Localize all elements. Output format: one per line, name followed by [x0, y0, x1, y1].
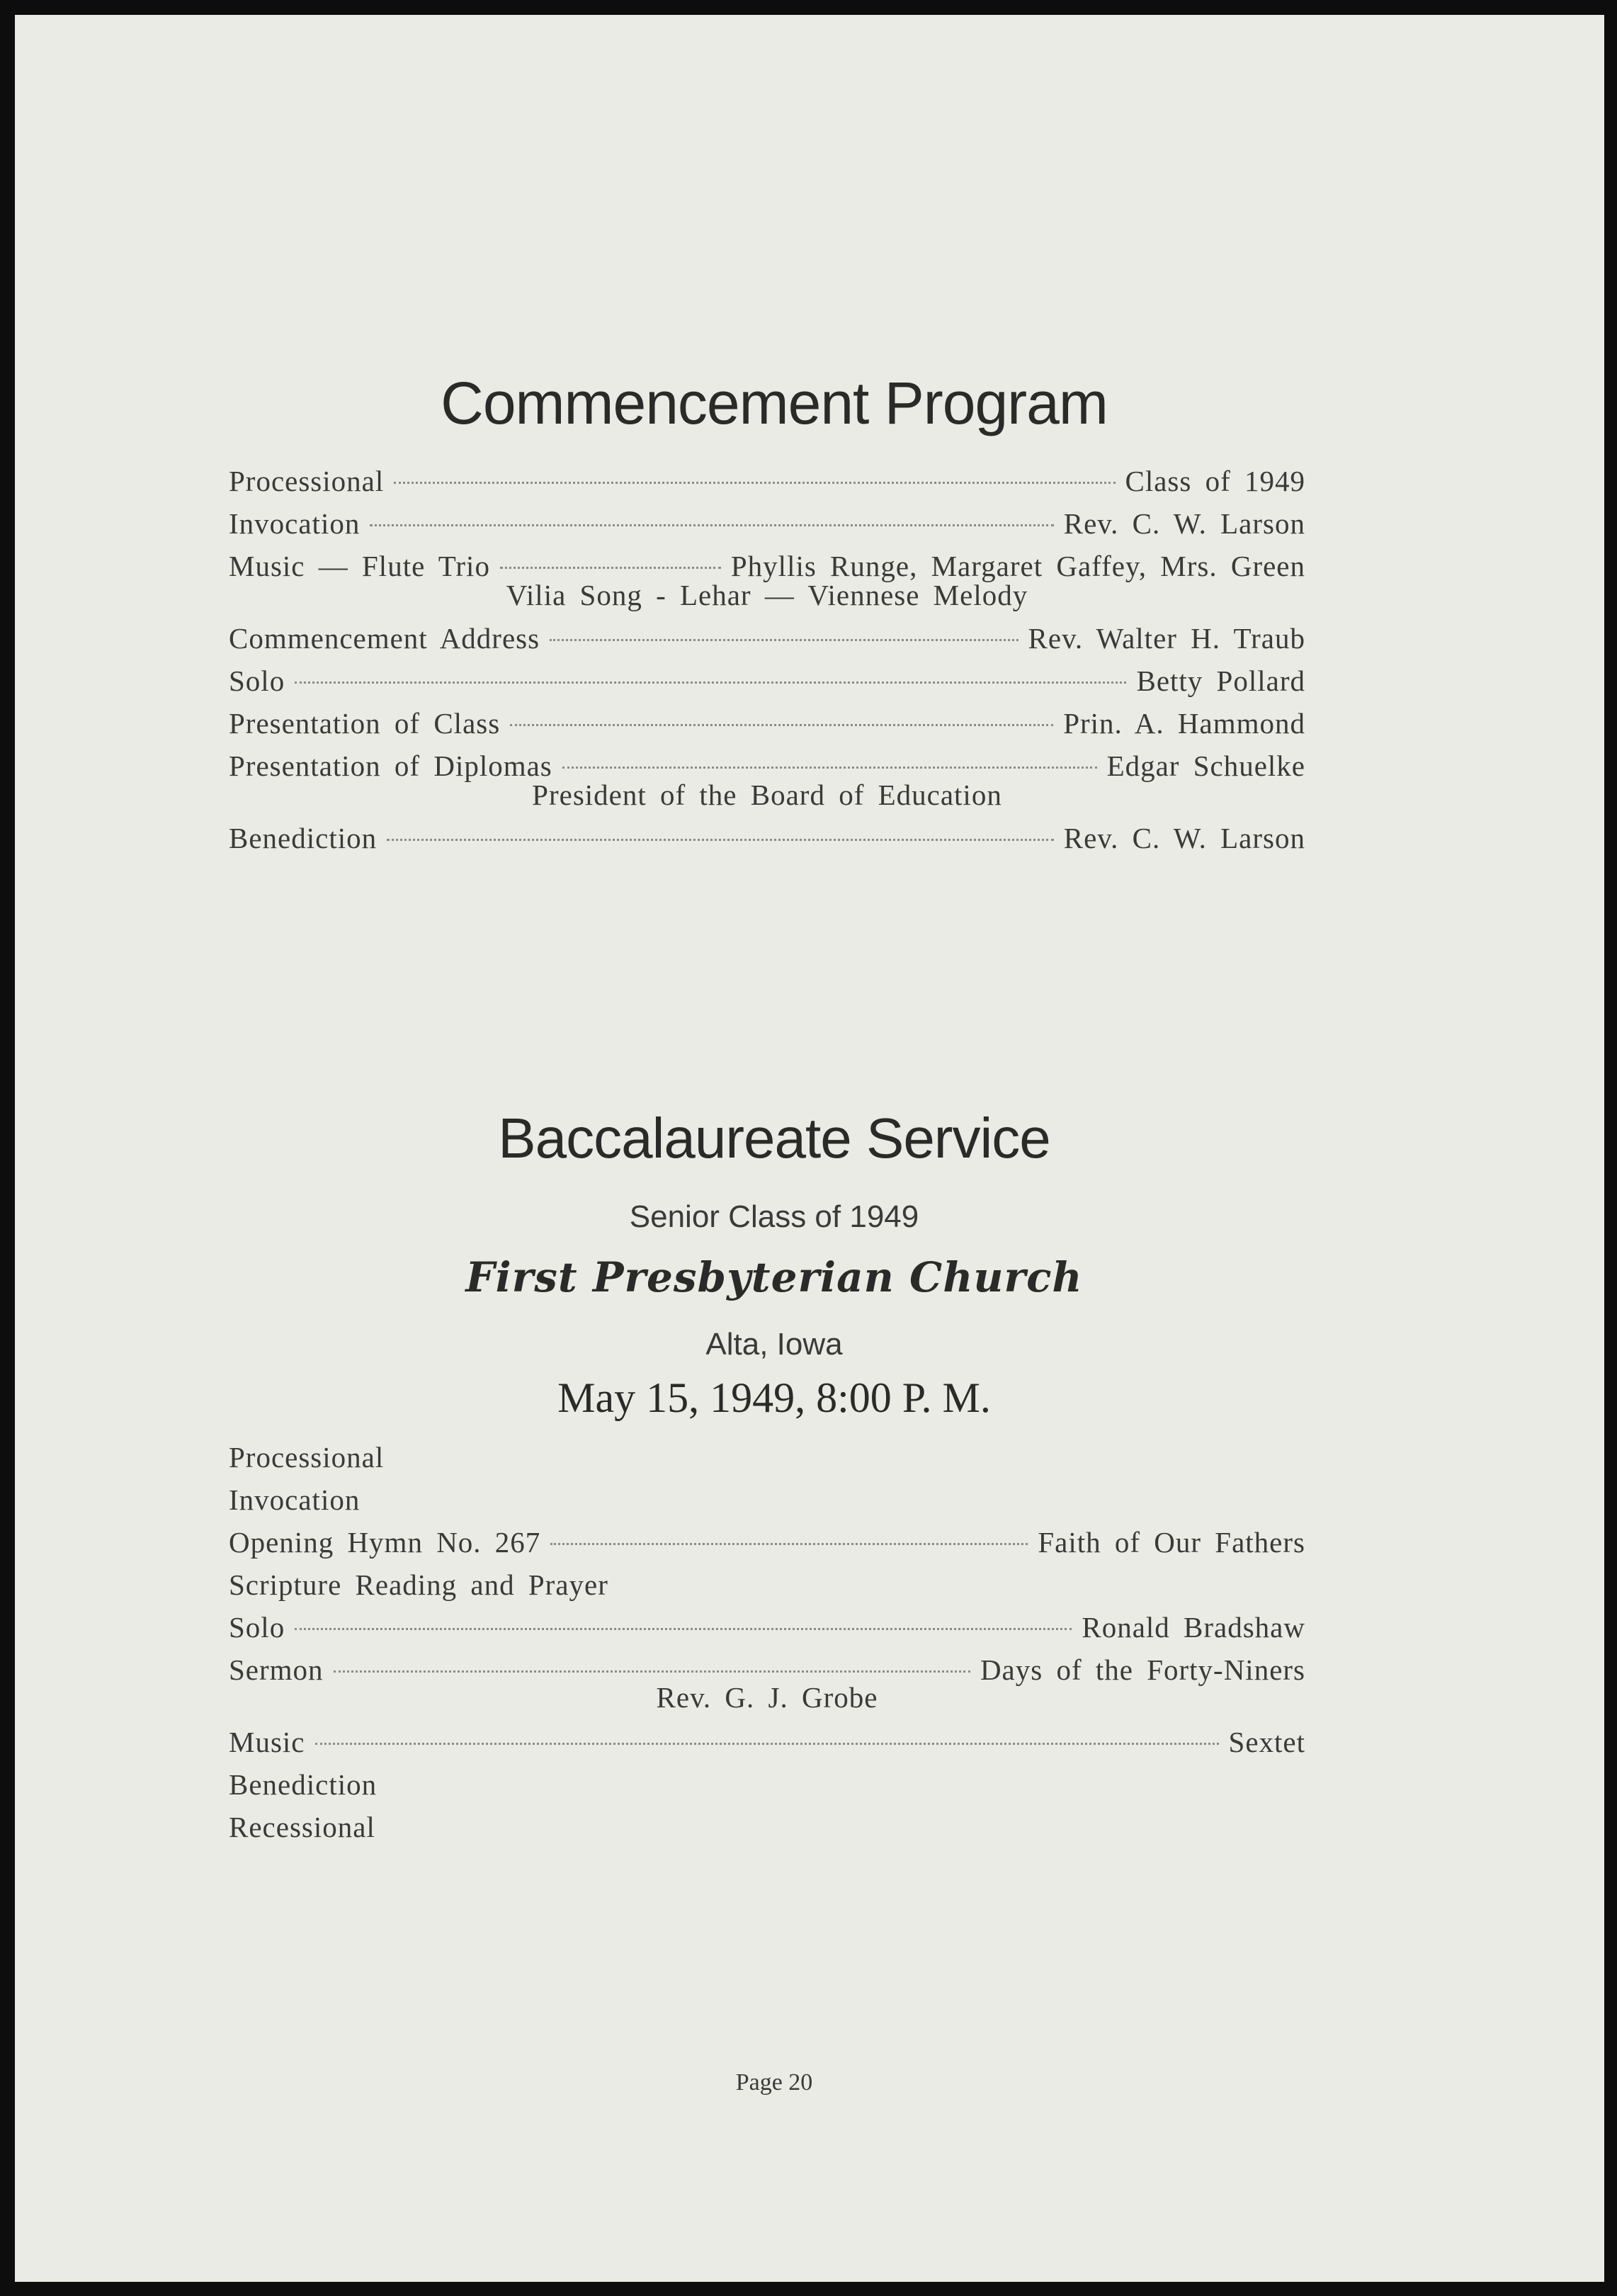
program-row — [229, 505, 1305, 542]
dot-leader — [550, 1543, 1028, 1545]
dot-leader — [387, 839, 1054, 841]
row-label: Music — Flute Trio — [229, 550, 490, 582]
row-value: Ronald Bradshaw — [1082, 1611, 1305, 1644]
dot-leader — [315, 1743, 1219, 1745]
service-row — [229, 1566, 1305, 1603]
row-value: Rev. C. W. Larson — [1063, 507, 1305, 540]
dot-leader — [295, 682, 1126, 684]
row-label: Benediction — [229, 1768, 378, 1801]
dot-leader — [370, 524, 1053, 526]
row-value: Rev. Walter H. Traub — [1028, 622, 1305, 655]
row-subtitle: Vilia Song - Lehar — Viennese Melody — [506, 579, 1028, 611]
program-row — [229, 620, 1305, 657]
row-subtitle: Rev. G. J. Grobe — [656, 1681, 878, 1714]
program-row — [229, 662, 1305, 699]
commencement-title: Commencement Program — [441, 370, 1108, 436]
row-subtitle: President of the Board of Education — [532, 779, 1002, 811]
row-label: Solo — [229, 1611, 285, 1644]
row-value: Faith of Our Fathers — [1038, 1526, 1305, 1559]
row-label: Processional — [229, 1441, 385, 1474]
service-row — [229, 1481, 1305, 1518]
row-value: Days of the Forty-Niners — [980, 1653, 1305, 1686]
row-value: Sextet — [1228, 1726, 1305, 1758]
row-label: Presentation of Diplomas — [229, 750, 552, 782]
page-number: Page 20 — [735, 2069, 813, 2096]
program-row — [229, 463, 1305, 499]
program-row — [229, 820, 1305, 856]
senior-class-subtitle: Senior Class of 1949 — [629, 1199, 919, 1234]
row-label: Music — [229, 1726, 305, 1758]
row-label: Benediction — [229, 822, 378, 854]
row-value: Edgar Schuelke — [1106, 750, 1305, 782]
dot-leader — [500, 567, 721, 569]
row-value: Prin. A. Hammond — [1063, 707, 1305, 740]
dot-leader — [295, 1628, 1072, 1630]
dot-leader — [334, 1670, 970, 1673]
program-page — [15, 15, 1604, 2282]
row-label: Recessional — [229, 1811, 375, 1843]
row-label: Commencement Address — [229, 622, 540, 655]
row-value: Class of 1949 — [1125, 465, 1305, 497]
row-value: Rev. C. W. Larson — [1063, 822, 1305, 854]
service-row — [229, 1724, 1305, 1760]
service-row — [229, 1809, 1305, 1845]
service-row — [229, 1524, 1305, 1561]
row-label: Scripture Reading and Prayer — [229, 1568, 608, 1601]
row-label: Invocation — [229, 1483, 361, 1516]
baccalaureate-title: Baccalaureate Service — [498, 1107, 1050, 1170]
dot-leader — [550, 639, 1018, 641]
location: Alta, Iowa — [705, 1327, 843, 1362]
service-row — [229, 1766, 1305, 1803]
row-label: Solo — [229, 665, 285, 697]
service-row — [229, 1609, 1305, 1646]
row-label: Presentation of Class — [229, 707, 501, 740]
row-label: Opening Hymn No. 267 — [229, 1526, 541, 1559]
row-label: Processional — [229, 465, 385, 497]
dot-leader — [394, 482, 1115, 484]
service-row — [229, 1439, 1305, 1476]
row-label: Sermon — [229, 1653, 324, 1686]
dot-leader — [510, 724, 1053, 726]
service-datetime: May 15, 1949, 8:00 P. M. — [557, 1374, 991, 1421]
program-row — [229, 705, 1305, 742]
church-name: First Presbyterian Church — [465, 1253, 1083, 1301]
row-label: Invocation — [229, 507, 361, 540]
row-value: Betty Pollard — [1136, 665, 1305, 697]
row-value: Phyllis Runge, Margaret Gaffey, Mrs. Green — [730, 550, 1305, 582]
dot-leader — [562, 767, 1097, 769]
